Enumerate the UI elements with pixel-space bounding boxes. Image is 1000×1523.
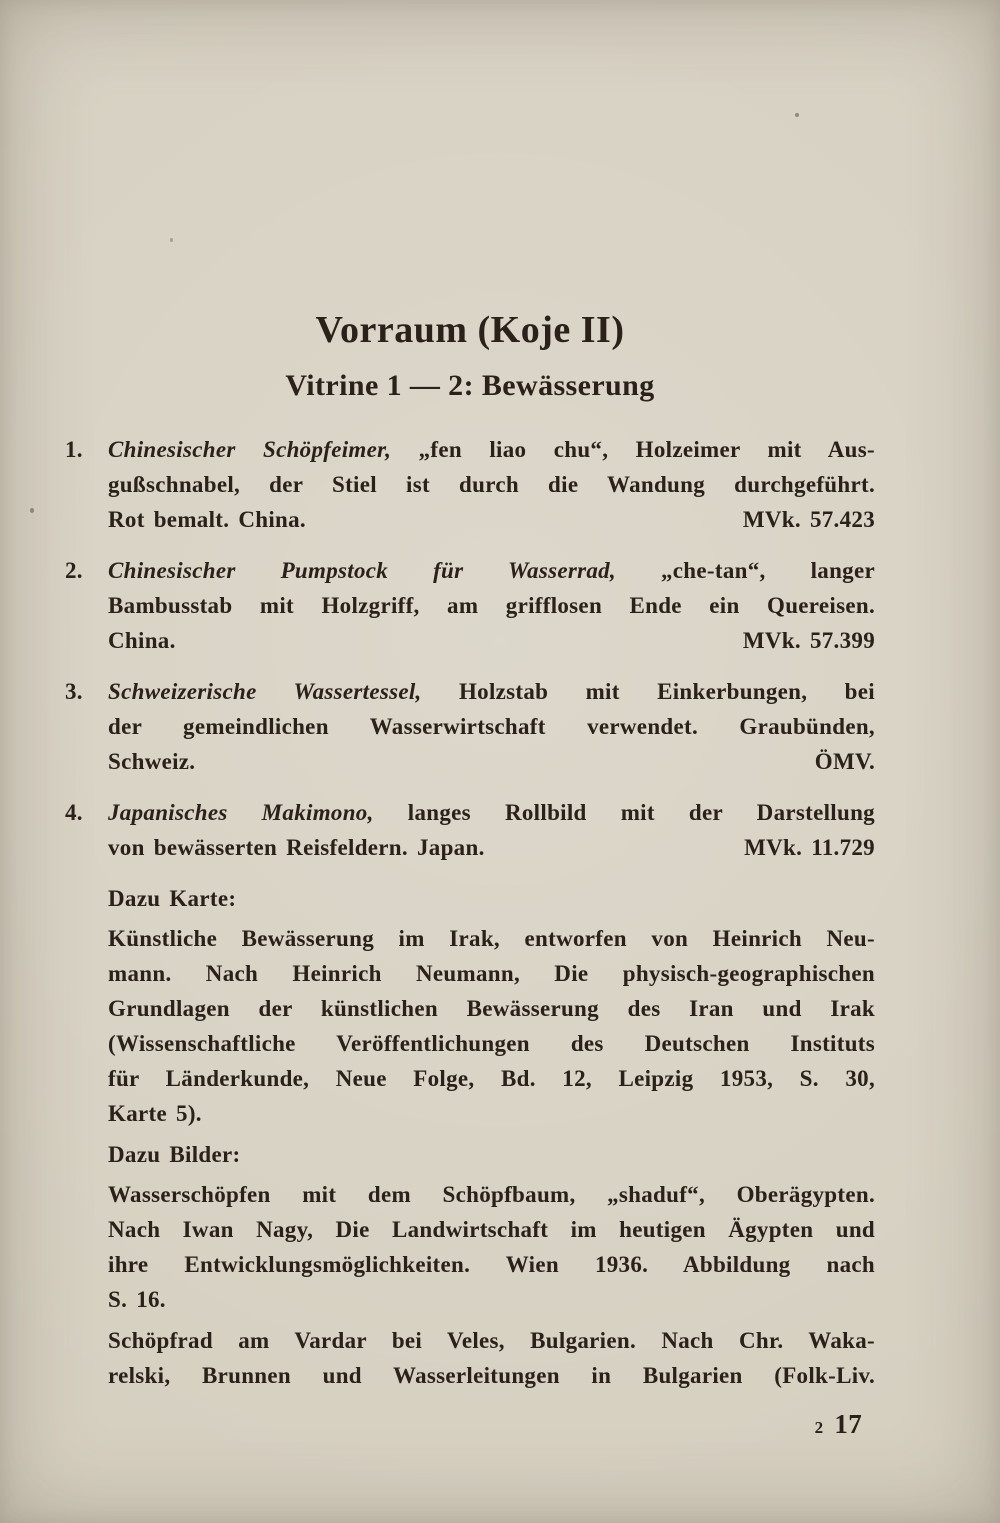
text-line: Schöpfrad am Vardar bei Veles, Bulgarien. Nach Chr. Waka- <box>108 1328 875 1353</box>
catalog-number: MVk. 57.423 <box>742 507 875 532</box>
entry-text: China. <box>108 628 176 653</box>
entry-text: Holzstab mit Einkerbungen, bei <box>458 679 875 704</box>
text-line: S. 16. <box>108 1287 166 1312</box>
text-line: mann. Nach Heinrich Neumann, Die physisch-geographischen <box>108 961 875 986</box>
catalog-number: ÖMV. <box>814 749 875 774</box>
text-line <box>108 674 875 709</box>
entry-number: 4. <box>65 800 83 825</box>
signature-mark: 2 <box>814 1418 824 1437</box>
text-line: (Wissenschaftliche Veröffentlichungen des Deutschen Instituts <box>108 1031 875 1056</box>
catalog-entry <box>65 432 875 537</box>
paragraph <box>108 1177 875 1317</box>
catalog-number: MVk. 11.729 <box>744 835 875 860</box>
text-line: Karte 5). <box>108 1101 202 1126</box>
text-line <box>108 432 875 467</box>
text-line <box>108 623 875 658</box>
entry-number: 2. <box>65 558 83 583</box>
entry-text: Rot bemalt. China. <box>108 507 306 532</box>
entry-text: langes Rollbild mit der Darstellung <box>407 800 875 825</box>
entry-title-italic: Japanisches Makimono, <box>108 800 374 825</box>
entry-number: 1. <box>65 437 83 462</box>
entry-title-italic: Chinesischer Schöpfeimer, <box>108 437 392 462</box>
text-line <box>108 502 875 537</box>
page-subtitle: Vitrine 1 — 2: Bewässerung <box>285 369 655 402</box>
text-line: Grundlagen der künstlichen Bewässerung des Iran und Irak <box>108 996 875 1021</box>
text-line: der gemeindlichen Wasserwirtschaft verwendet. Graubünden, <box>108 714 875 739</box>
catalog-entry <box>65 795 875 865</box>
entry-text: „fen liao chu“, Holzeimer mit Aus- <box>418 437 875 462</box>
catalog-number: MVk. 57.399 <box>742 628 875 653</box>
entry-body <box>108 674 875 779</box>
page-footer <box>65 1407 875 1445</box>
text-line: Nach Iwan Nagy, Die Landwirtschaft im heutigen Ägypten und <box>108 1217 875 1242</box>
text-line <box>108 830 875 865</box>
text-line: gußschnabel, der Stiel ist durch die Wandung durchgeführt. <box>108 472 875 497</box>
section-heading: Dazu Bilder: <box>108 1142 241 1167</box>
page-number: 17 <box>834 1409 862 1439</box>
text-line: Wasserschöpfen mit dem Schöpfbaum, „shaduf“, Oberägypten. <box>108 1182 875 1207</box>
text-line: Künstliche Bewässerung im Irak, entworfen von Heinrich Neu- <box>108 926 875 951</box>
catalog-entry <box>65 553 875 658</box>
entry-number: 3. <box>65 679 83 704</box>
catalog-entry <box>65 674 875 779</box>
text-line: relski, Brunnen und Wasserleitungen in Bulgarien (Folk-Liv. <box>108 1363 875 1388</box>
entry-title-italic: Schweizerische Wassertessel, <box>108 679 422 704</box>
entry-title-italic: Chinesischer Pumpstock für Wasserrad, <box>108 558 616 583</box>
text-line <box>108 795 875 830</box>
entry-text: „che-tan“, langer <box>661 558 875 583</box>
text-line: für Länderkunde, Neue Folge, Bd. 12, Leipzig 1953, S. 30, <box>108 1066 875 1091</box>
entry-body <box>108 432 875 537</box>
page-title: Vorraum (Koje II) <box>315 309 625 351</box>
section-karte <box>108 881 875 1131</box>
text-line: Bambusstab mit Holzgriff, am grifflosen Ende ein Quereisen. <box>108 593 875 618</box>
text-line <box>108 553 875 588</box>
text-line <box>108 744 875 779</box>
entry-body <box>108 553 875 658</box>
entry-text: Schweiz. <box>108 749 196 774</box>
paragraph <box>108 1323 875 1393</box>
page-body <box>65 432 875 1445</box>
section-bilder <box>108 1137 875 1393</box>
entry-text: von bewässerten Reisfeldern. Japan. <box>108 835 485 860</box>
section-heading: Dazu Karte: <box>108 886 237 911</box>
paragraph <box>108 921 875 1131</box>
entry-body <box>108 795 875 865</box>
text-line: ihre Entwicklungsmöglichkeiten. Wien 1936. Abbildung nach <box>108 1252 875 1277</box>
